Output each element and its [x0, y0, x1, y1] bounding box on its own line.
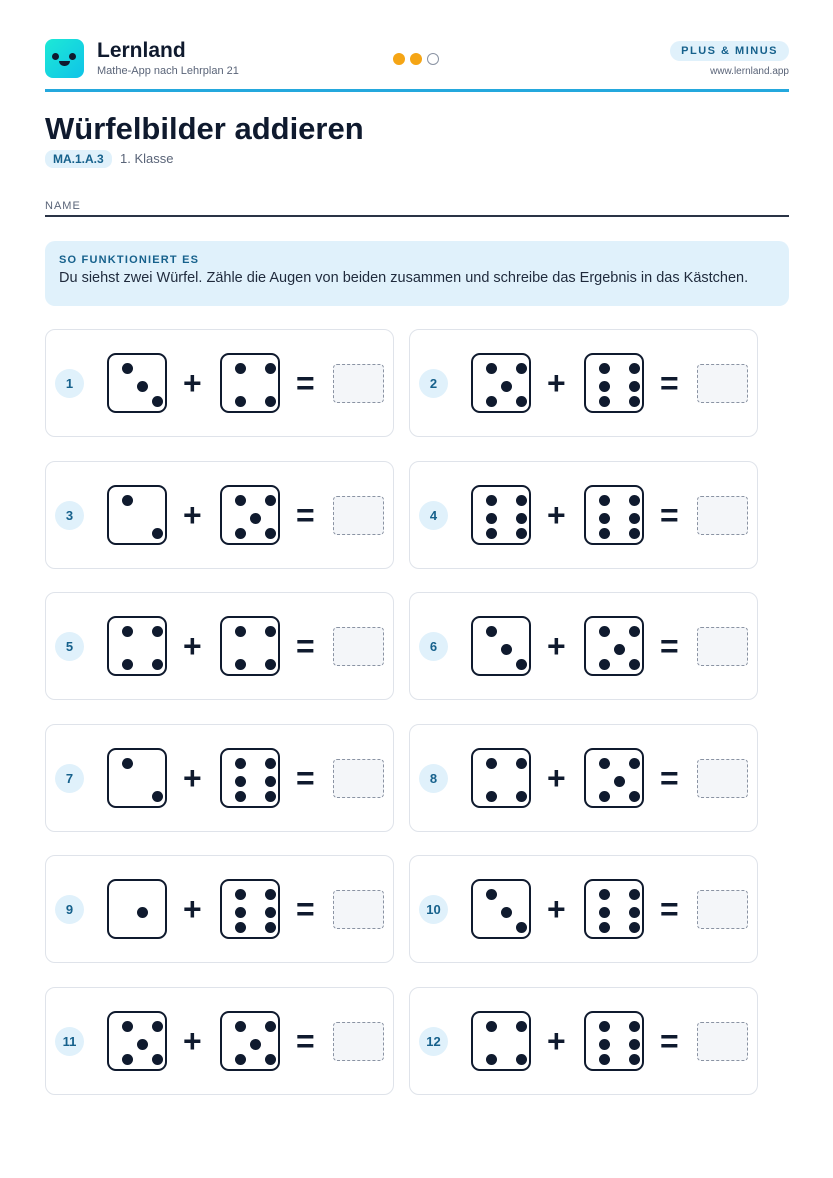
dice-pip: [599, 381, 610, 392]
dice-pip: [265, 363, 276, 374]
dice-pip: [629, 513, 640, 524]
dice-pip: [235, 907, 246, 918]
dice-pip: [516, 791, 527, 802]
equals-sign: =: [660, 496, 679, 533]
dice-face-1: [107, 353, 167, 413]
answer-box[interactable]: [333, 890, 384, 929]
dice-pip: [599, 1054, 610, 1065]
dice-pip: [235, 1021, 246, 1032]
dice-face-1: [471, 485, 531, 545]
dice-pip: [599, 513, 610, 524]
equals-sign: =: [296, 1022, 315, 1059]
dice-pip: [235, 1054, 246, 1065]
dice-pip: [486, 495, 497, 506]
answer-box[interactable]: [697, 890, 748, 929]
grade-label: 1. Klasse: [120, 151, 174, 166]
dice-pip: [152, 1054, 163, 1065]
dice-pip: [599, 659, 610, 670]
task-card: [409, 724, 758, 832]
answer-box[interactable]: [697, 759, 748, 798]
dice-face-2: [584, 1011, 644, 1071]
dice-pip: [599, 1039, 610, 1050]
dice-pip: [235, 659, 246, 670]
dice-face-1: [471, 1011, 531, 1071]
dice-pip: [599, 889, 610, 900]
dice-pip: [137, 1039, 148, 1050]
dice-pip: [265, 791, 276, 802]
worksheet-title: Würfelbilder addieren: [45, 111, 364, 146]
dice-pip: [516, 1021, 527, 1032]
dice-face-2: [220, 879, 280, 939]
plus-sign: +: [183, 628, 202, 664]
dice-pip: [614, 644, 625, 655]
dice-pip: [265, 776, 276, 787]
dice-face-1: [107, 485, 167, 545]
dice-pip: [265, 659, 276, 670]
dice-pip: [152, 528, 163, 539]
dice-pip: [250, 513, 261, 524]
task-number: 10: [419, 895, 448, 924]
dice-face-2: [584, 485, 644, 545]
brand-subtitle: Mathe-App nach Lehrplan 21: [97, 65, 239, 77]
dice-pip: [152, 1021, 163, 1032]
equals-sign: =: [660, 365, 679, 401]
task-number: 7: [55, 764, 84, 793]
difficulty-dot-2: [410, 53, 422, 65]
task-card: [45, 329, 394, 437]
dice-pip: [486, 528, 497, 539]
dice-pip: [599, 626, 610, 637]
dice-pip: [137, 381, 148, 392]
dice-pip: [265, 889, 276, 900]
task-number: 1: [55, 369, 84, 398]
dice-face-2: [220, 616, 280, 676]
dice-pip: [629, 396, 640, 407]
dice-pip: [122, 659, 133, 670]
topic-badge: PLUS & MINUS: [670, 41, 789, 61]
equals-sign: =: [296, 496, 315, 533]
dice-face-2: [584, 879, 644, 939]
task-number: 12: [419, 1027, 448, 1056]
dice-pip: [122, 1021, 133, 1032]
dice-pip: [516, 758, 527, 769]
dice-face-2: [220, 353, 280, 413]
equals-sign: =: [660, 759, 679, 796]
task-number: 5: [55, 632, 84, 661]
task-card: [409, 329, 758, 437]
task-card: [409, 461, 758, 569]
dice-pip: [265, 1021, 276, 1032]
dice-pip: [486, 791, 497, 802]
dice-pip: [486, 396, 497, 407]
dice-pip: [599, 495, 610, 506]
plus-sign: +: [183, 891, 202, 927]
dice-pip: [235, 363, 246, 374]
dice-pip: [235, 495, 246, 506]
name-label: NAME: [45, 200, 81, 212]
dice-pip: [599, 396, 610, 407]
answer-box[interactable]: [333, 1022, 384, 1061]
dice-pip: [235, 528, 246, 539]
answer-box[interactable]: [697, 364, 748, 403]
dice-pip: [629, 528, 640, 539]
page-header: [45, 39, 789, 91]
answer-box[interactable]: [697, 1022, 748, 1061]
dice-pip: [152, 791, 163, 802]
dice-pip: [629, 907, 640, 918]
plus-sign: +: [547, 496, 566, 533]
dice-pip: [599, 528, 610, 539]
dice-pip: [122, 363, 133, 374]
dice-pip: [629, 659, 640, 670]
dice-pip: [629, 381, 640, 392]
dice-pip: [486, 363, 497, 374]
instructions-title: SO FUNKTIONIERT ES: [59, 254, 200, 266]
dice-pip: [486, 889, 497, 900]
task-number: 8: [419, 764, 448, 793]
dice-pip: [122, 1054, 133, 1065]
instructions-box: [45, 241, 789, 306]
dice-pip: [265, 495, 276, 506]
dice-face-1: [107, 879, 167, 939]
dice-pip: [152, 659, 163, 670]
plus-sign: +: [547, 365, 566, 401]
task-card: [409, 987, 758, 1095]
dice-pip: [516, 495, 527, 506]
dice-pip: [629, 1039, 640, 1050]
dice-pip: [122, 626, 133, 637]
answer-box[interactable]: [697, 627, 748, 666]
dice-pip: [516, 659, 527, 670]
dice-pip: [501, 644, 512, 655]
dice-pip: [629, 1021, 640, 1032]
dice-pip: [516, 513, 527, 524]
dice-face-2: [220, 485, 280, 545]
dice-pip: [152, 396, 163, 407]
dice-pip: [265, 1054, 276, 1065]
task-number: 9: [55, 895, 84, 924]
equals-sign: =: [296, 891, 315, 927]
dice-face-1: [471, 748, 531, 808]
answer-box[interactable]: [333, 364, 384, 403]
task-card: [45, 592, 394, 700]
equals-sign: =: [296, 628, 315, 664]
dice-pip: [599, 758, 610, 769]
task-card: [45, 724, 394, 832]
equals-sign: =: [660, 1022, 679, 1059]
equals-sign: =: [660, 628, 679, 664]
dice-face-1: [107, 748, 167, 808]
dice-pip: [599, 1021, 610, 1032]
plus-sign: +: [183, 365, 202, 401]
dice-face-2: [584, 353, 644, 413]
equals-sign: =: [296, 365, 315, 401]
dice-pip: [599, 363, 610, 374]
dice-pip: [629, 626, 640, 637]
dice-pip: [235, 889, 246, 900]
answer-box[interactable]: [697, 496, 748, 535]
task-number: 3: [55, 501, 84, 530]
dice-pip: [265, 907, 276, 918]
dice-pip: [265, 528, 276, 539]
dice-pip: [122, 495, 133, 506]
dice-pip: [501, 907, 512, 918]
task-number: 4: [419, 501, 448, 530]
dice-face-2: [584, 616, 644, 676]
dice-face-1: [471, 353, 531, 413]
dice-pip: [122, 758, 133, 769]
dice-face-1: [107, 1011, 167, 1071]
dice-pip: [599, 791, 610, 802]
answer-box[interactable]: [333, 496, 384, 535]
dice-pip: [265, 758, 276, 769]
header-divider: [45, 89, 789, 92]
task-number: 11: [55, 1027, 84, 1056]
dice-pip: [516, 528, 527, 539]
curriculum-code-badge: MA.1.A.3: [45, 150, 112, 168]
dice-pip: [629, 922, 640, 933]
dice-pip: [629, 889, 640, 900]
dice-face-1: [471, 616, 531, 676]
task-card: [409, 855, 758, 963]
plus-sign: +: [547, 759, 566, 796]
dice-pip: [486, 1054, 497, 1065]
dice-pip: [629, 1054, 640, 1065]
dice-face-2: [584, 748, 644, 808]
dice-pip: [250, 1039, 261, 1050]
plus-sign: +: [547, 628, 566, 664]
answer-box[interactable]: [333, 627, 384, 666]
dice-face-2: [220, 1011, 280, 1071]
task-card: [45, 461, 394, 569]
difficulty-dot-3: [427, 53, 439, 65]
dice-pip: [265, 626, 276, 637]
task-card: [409, 592, 758, 700]
dice-face-1: [471, 879, 531, 939]
dice-pip: [137, 907, 148, 918]
plus-sign: +: [547, 1022, 566, 1059]
dice-pip: [265, 922, 276, 933]
dice-pip: [235, 922, 246, 933]
dice-pip: [516, 396, 527, 407]
task-card: [45, 855, 394, 963]
dice-face-1: [107, 616, 167, 676]
dice-pip: [516, 922, 527, 933]
equals-sign: =: [660, 891, 679, 927]
dice-pip: [486, 1021, 497, 1032]
instructions-text: Du siehst zwei Würfel. Zähle die Augen von beiden zusammen und schreibe das Ergebnis in das Kästchen.: [59, 270, 749, 286]
dice-pip: [629, 791, 640, 802]
dice-pip: [486, 513, 497, 524]
plus-sign: +: [547, 891, 566, 927]
dice-pip: [599, 922, 610, 933]
dice-pip: [501, 381, 512, 392]
task-number: 2: [419, 369, 448, 398]
task-card: [45, 987, 394, 1095]
lernland-logo-icon: [45, 39, 84, 78]
dice-pip: [235, 396, 246, 407]
dice-pip: [265, 396, 276, 407]
plus-sign: +: [183, 759, 202, 796]
plus-sign: +: [183, 496, 202, 533]
dice-pip: [235, 758, 246, 769]
answer-box[interactable]: [333, 759, 384, 798]
dice-pip: [629, 363, 640, 374]
dice-pip: [629, 495, 640, 506]
difficulty-dot-1: [393, 53, 405, 65]
website-url: www.lernland.app: [710, 66, 789, 77]
dice-pip: [235, 776, 246, 787]
difficulty-dots: [393, 53, 439, 65]
dice-pip: [152, 626, 163, 637]
name-field-line[interactable]: [45, 215, 789, 217]
dice-pip: [599, 907, 610, 918]
dice-face-2: [220, 748, 280, 808]
dice-pip: [486, 626, 497, 637]
dice-pip: [235, 626, 246, 637]
dice-pip: [614, 776, 625, 787]
dice-pip: [235, 791, 246, 802]
dice-pip: [486, 758, 497, 769]
dice-pip: [516, 363, 527, 374]
plus-sign: +: [183, 1022, 202, 1059]
dice-pip: [629, 758, 640, 769]
brand-name: Lernland: [97, 39, 186, 62]
equals-sign: =: [296, 759, 315, 796]
dice-pip: [516, 1054, 527, 1065]
task-number: 6: [419, 632, 448, 661]
